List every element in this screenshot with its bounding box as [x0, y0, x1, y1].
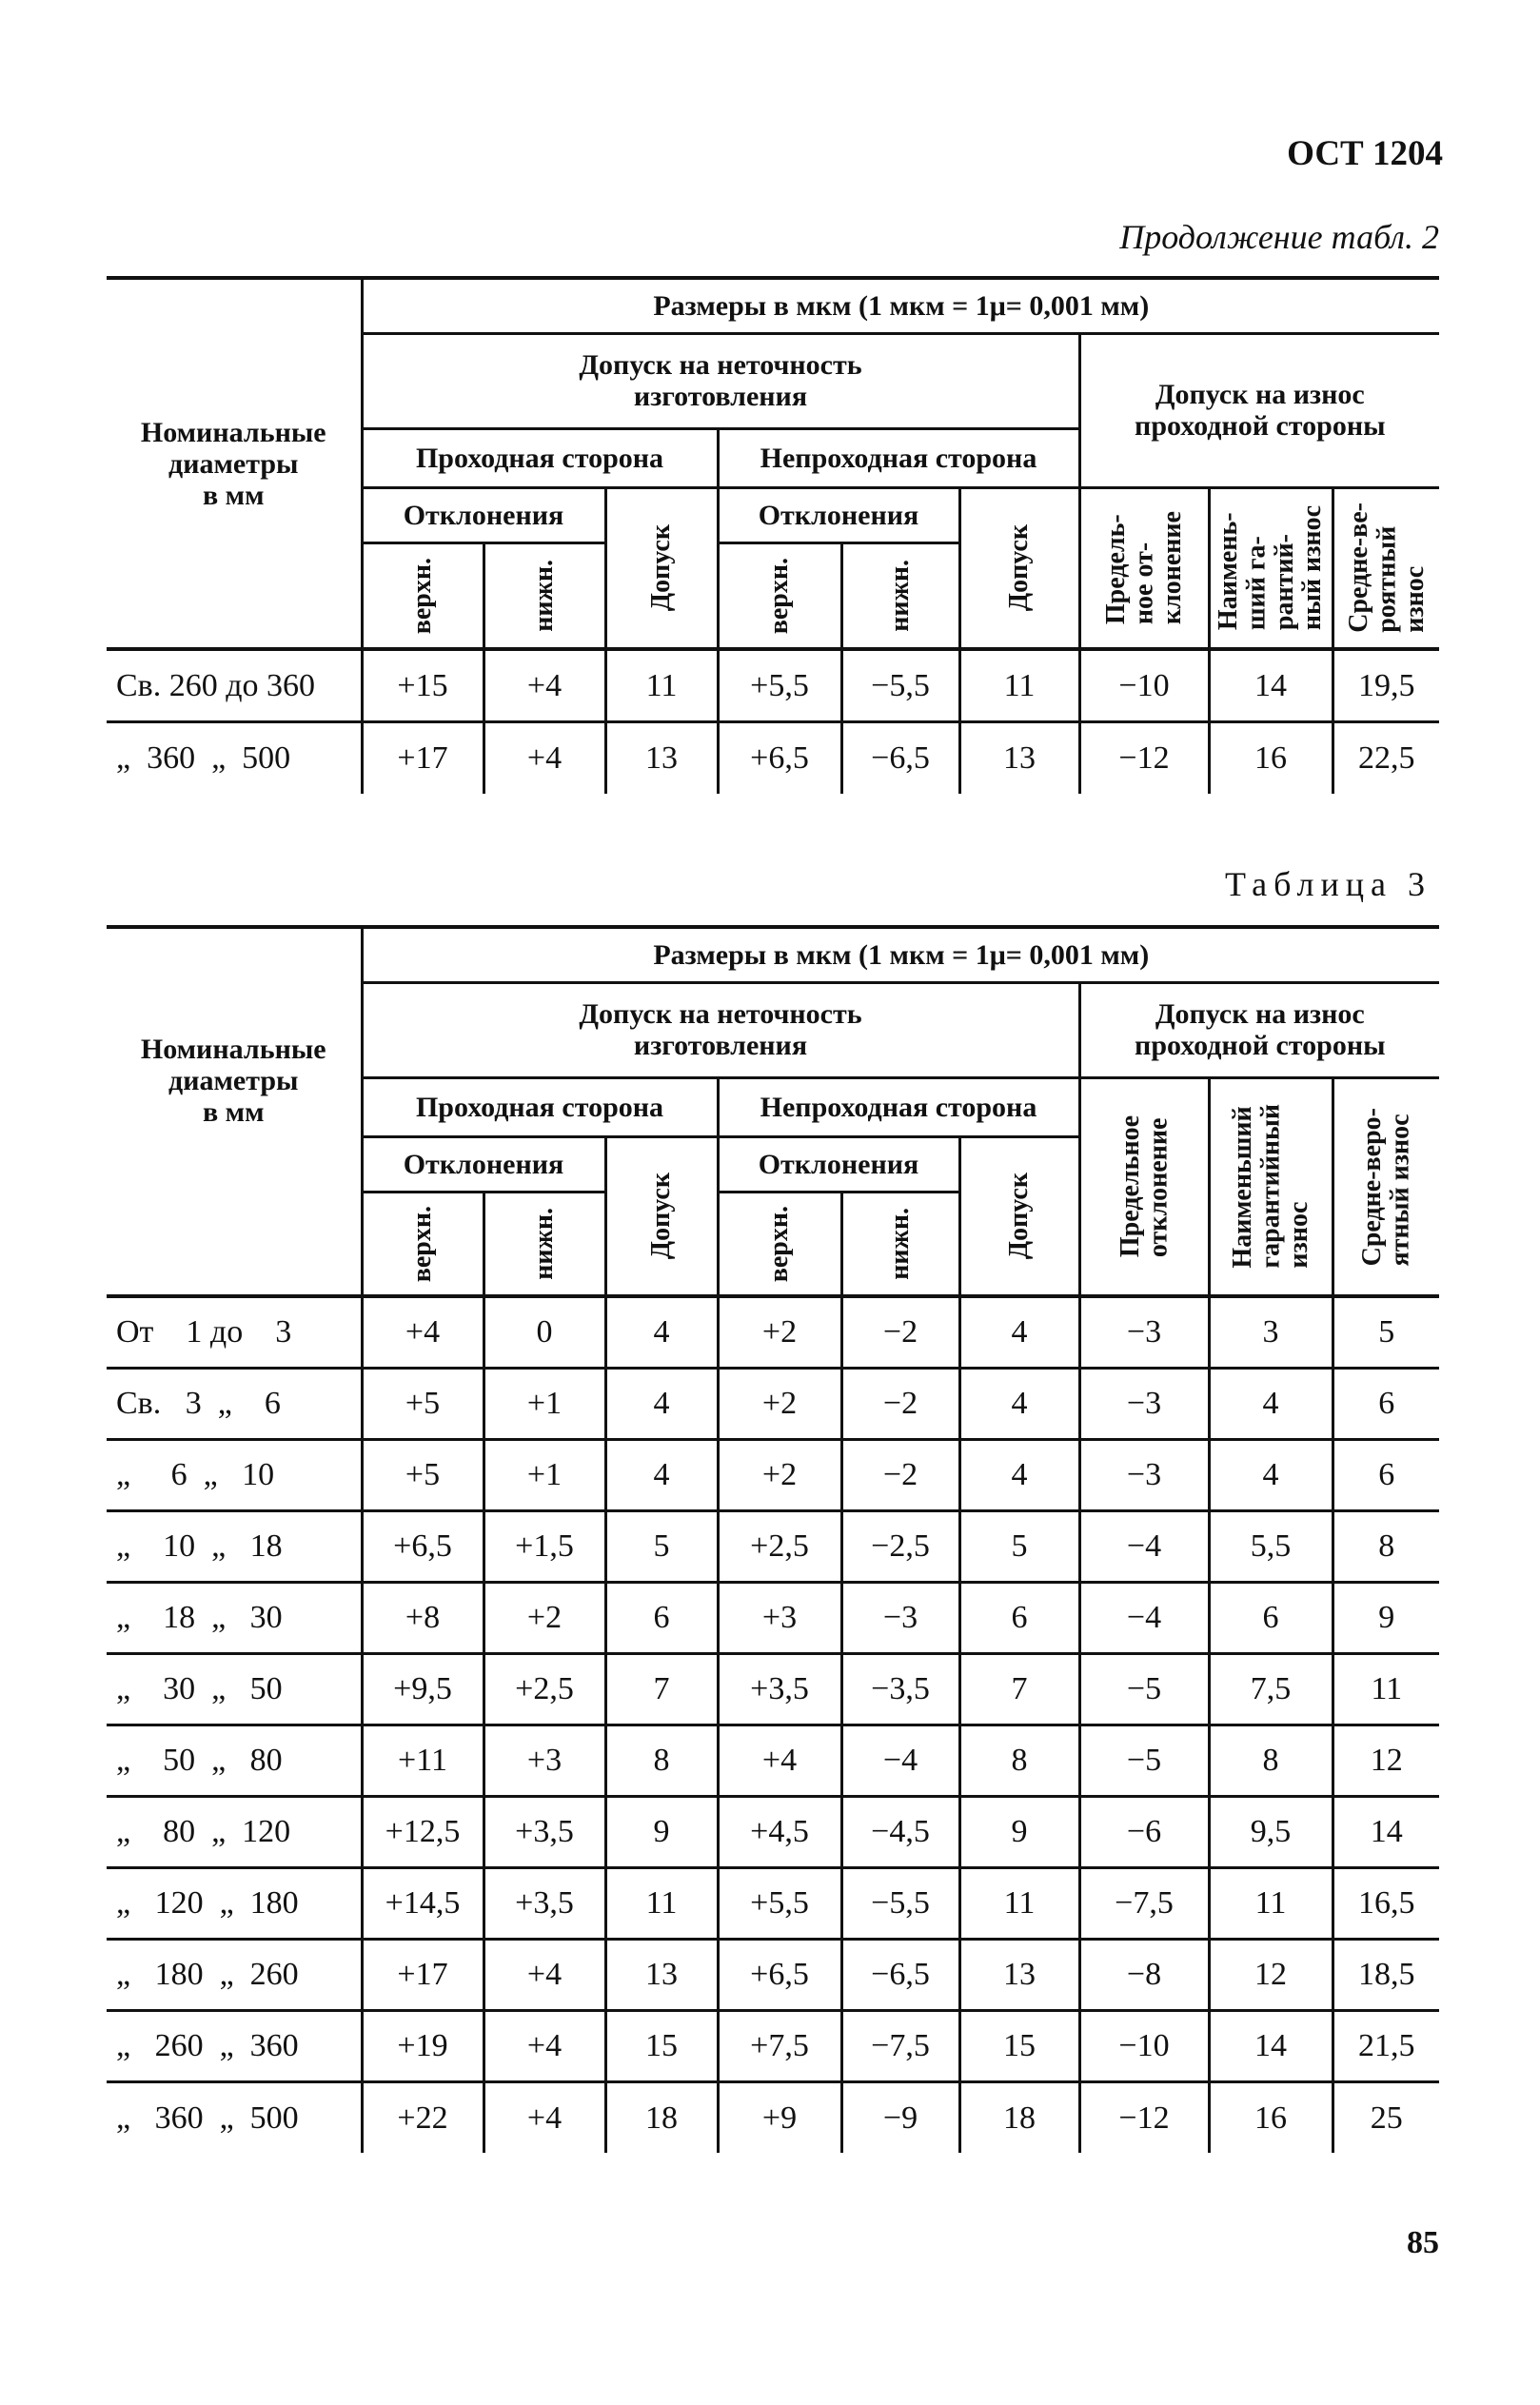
table-cell: +4	[484, 2081, 605, 2153]
table-cell: −10	[1079, 2010, 1209, 2081]
table-cell: 6	[1333, 1439, 1439, 1510]
table-cell: +3	[718, 1582, 841, 1653]
header-sizes: Размеры в мкм (1 мкм = 1μ= 0,001 мм)	[362, 927, 1439, 982]
table-cell: −5,5	[841, 649, 959, 721]
table-cell: +6,5	[718, 1939, 841, 2010]
table-cell: −9	[841, 2081, 959, 2153]
table-cell: −6,5	[841, 1939, 959, 2010]
table-row	[107, 1296, 1439, 1368]
table-cell: 5	[959, 1510, 1079, 1582]
table-cell: 7	[959, 1653, 1079, 1725]
table-cell: +4	[718, 1725, 841, 1796]
table-cell: −4	[1079, 1510, 1209, 1582]
table-cell: +4	[362, 1296, 484, 1368]
table-cell: −8	[1079, 1939, 1209, 2010]
table-cell: −3	[1079, 1368, 1209, 1439]
header-deviations-nogo: Отклонения	[718, 487, 959, 542]
table-cell: 5	[1333, 1296, 1439, 1368]
header-tolerance-wear: Допуск на износ проходной стороны	[1079, 982, 1439, 1077]
table-cell: −4	[1079, 1582, 1209, 1653]
table-cell: +17	[362, 721, 484, 794]
table-2-continuation	[107, 276, 1439, 794]
table-cell: 6	[959, 1582, 1079, 1653]
table-cell: +12,5	[362, 1796, 484, 1867]
table-cell: +3,5	[718, 1653, 841, 1725]
header-nogo-side: Непроходная сторона	[718, 1077, 1079, 1136]
table-cell: +1	[484, 1368, 605, 1439]
table-cell: 11	[959, 1867, 1079, 1939]
table-row	[107, 1653, 1439, 1725]
table-cell: −7,5	[1079, 1867, 1209, 1939]
table-cell: +7,5	[718, 2010, 841, 2081]
table-cell: −2	[841, 1439, 959, 1510]
table-cell: 8	[605, 1725, 718, 1796]
table-cell: 8	[959, 1725, 1079, 1796]
table-cell: 9,5	[1209, 1796, 1333, 1867]
table-cell: +3,5	[484, 1796, 605, 1867]
table-cell: 7	[605, 1653, 718, 1725]
table-cell: +4,5	[718, 1796, 841, 1867]
table-cell: 4	[959, 1296, 1079, 1368]
table-cell: 14	[1209, 649, 1333, 721]
table-cell: 16	[1209, 721, 1333, 794]
table-cell: 4	[959, 1368, 1079, 1439]
table-row	[107, 721, 1439, 794]
table-cell: 9	[959, 1796, 1079, 1867]
table-cell: −12	[1079, 2081, 1209, 2153]
table-cell: 5,5	[1209, 1510, 1333, 1582]
table-cell: 19,5	[1333, 649, 1439, 721]
header-tolerance-nogo: Допуск	[959, 487, 1079, 649]
table-cell: 13	[605, 1939, 718, 2010]
header-deviations-go: Отклонения	[362, 487, 605, 542]
row-diameter-range: Св. 260 до 360	[107, 649, 362, 721]
row-diameter-range: „ 360 „ 500	[107, 721, 362, 794]
header-lower-nogo: нижн.	[841, 542, 959, 649]
header-limit-deviation: Предель- ное от- клонение	[1079, 487, 1209, 649]
table-cell: +17	[362, 1939, 484, 2010]
document-id: ОСТ 1204	[1287, 134, 1443, 173]
table-cell: −10	[1079, 649, 1209, 721]
table-cell: +1,5	[484, 1510, 605, 1582]
header-upper-nogo: верхн.	[718, 1192, 841, 1296]
header-probable-wear: Средне-веро- ятный износ	[1333, 1077, 1439, 1296]
table-cell: +2	[718, 1439, 841, 1510]
table-cell: 15	[959, 2010, 1079, 2081]
table-cell: +2	[718, 1368, 841, 1439]
row-diameter-range: „ 30 „ 50	[107, 1653, 362, 1725]
table-cell: 9	[1333, 1582, 1439, 1653]
table-cell: 18	[605, 2081, 718, 2153]
header-limit-deviation: Предельное отклонение	[1079, 1077, 1209, 1296]
table-cell: −12	[1079, 721, 1209, 794]
table-cell: +9,5	[362, 1653, 484, 1725]
row-diameter-range: Св. 3 „ 6	[107, 1368, 362, 1439]
table-cell: 6	[605, 1582, 718, 1653]
table-cell: 14	[1333, 1796, 1439, 1867]
table-cell: +1	[484, 1439, 605, 1510]
row-diameter-range: „ 180 „ 260	[107, 1939, 362, 2010]
header-tolerance-manufacturing: Допуск на неточность изготовления	[362, 982, 1079, 1077]
table-row	[107, 1582, 1439, 1653]
row-diameter-range: „ 10 „ 18	[107, 1510, 362, 1582]
header-upper-nogo: верхн.	[718, 542, 841, 649]
table-cell: 11	[605, 1867, 718, 1939]
table-cell: 6	[1209, 1582, 1333, 1653]
table-cell: 12	[1209, 1939, 1333, 2010]
table-cell: −2	[841, 1296, 959, 1368]
table-cell: +6,5	[362, 1510, 484, 1582]
table-cell: −6,5	[841, 721, 959, 794]
continuation-caption: Продолжение табл. 2	[1119, 218, 1439, 256]
table-cell: +8	[362, 1582, 484, 1653]
table-row	[107, 1725, 1439, 1796]
table-cell: −2	[841, 1368, 959, 1439]
table-cell: +2	[484, 1582, 605, 1653]
header-go-side: Проходная сторона	[362, 428, 718, 487]
table-cell: +3,5	[484, 1867, 605, 1939]
table-cell: 6	[1333, 1368, 1439, 1439]
page-number: 85	[1407, 2225, 1439, 2260]
table-cell: 21,5	[1333, 2010, 1439, 2081]
table-cell: 4	[1209, 1368, 1333, 1439]
header-nogo-side: Непроходная сторона	[718, 428, 1079, 487]
table-row	[107, 1796, 1439, 1867]
table-cell: +2,5	[718, 1510, 841, 1582]
table-row	[107, 1368, 1439, 1439]
table-cell: +4	[484, 1939, 605, 2010]
table-cell: 15	[605, 2010, 718, 2081]
table-cell: −5,5	[841, 1867, 959, 1939]
table-cell: 18	[959, 2081, 1079, 2153]
table-cell: +9	[718, 2081, 841, 2153]
table-3-body	[107, 1296, 1439, 2153]
table-cell: 4	[605, 1439, 718, 1510]
header-probable-wear: Средне-ве- роятный износ	[1333, 487, 1439, 649]
row-diameter-range: „ 18 „ 30	[107, 1582, 362, 1653]
table-cell: 4	[605, 1368, 718, 1439]
table-cell: 13	[605, 721, 718, 794]
table-cell: 7,5	[1209, 1653, 1333, 1725]
table-cell: 14	[1209, 2010, 1333, 2081]
row-diameter-range: „ 360 „ 500	[107, 2081, 362, 2153]
table-cell: 13	[959, 1939, 1079, 2010]
header-sizes: Размеры в мкм (1 мкм = 1μ= 0,001 мм)	[362, 278, 1439, 333]
table-cell: +4	[484, 649, 605, 721]
header-min-guaranteed-wear: Наименьший гарантийный износ	[1209, 1077, 1333, 1296]
header-nominal-diameters: Номинальные диаметры в мм	[107, 927, 362, 1296]
table-cell: 3	[1209, 1296, 1333, 1368]
table-cell: +4	[484, 2010, 605, 2081]
table-cell: +5,5	[718, 649, 841, 721]
table-cell: 22,5	[1333, 721, 1439, 794]
table-cell: +2	[718, 1296, 841, 1368]
table-cell: −2,5	[841, 1510, 959, 1582]
table-cell: −5	[1079, 1725, 1209, 1796]
table-cell: 5	[605, 1510, 718, 1582]
table-cell: −4	[841, 1725, 959, 1796]
table-cell: +15	[362, 649, 484, 721]
table-cell: +5,5	[718, 1867, 841, 1939]
table-cell: −7,5	[841, 2010, 959, 2081]
table-2-body	[107, 649, 1439, 794]
table-cell: −6	[1079, 1796, 1209, 1867]
table-3-caption: Таблица 3	[1225, 865, 1431, 903]
header-tolerance-nogo: Допуск	[959, 1136, 1079, 1296]
header-tolerance-wear: Допуск на износ проходной стороны	[1079, 333, 1439, 487]
table-cell: 16	[1209, 2081, 1333, 2153]
table-cell: +2,5	[484, 1653, 605, 1725]
table-cell: 25	[1333, 2081, 1439, 2153]
table-cell: −3	[1079, 1296, 1209, 1368]
header-upper-go: верхн.	[362, 1192, 484, 1296]
table-cell: −4,5	[841, 1796, 959, 1867]
table-row	[107, 1510, 1439, 1582]
table-cell: +3	[484, 1725, 605, 1796]
table-cell: +11	[362, 1725, 484, 1796]
row-diameter-range: „ 80 „ 120	[107, 1796, 362, 1867]
table-cell: 9	[605, 1796, 718, 1867]
table-3	[107, 925, 1439, 2153]
table-cell: +14,5	[362, 1867, 484, 1939]
table-cell: 13	[959, 721, 1079, 794]
header-deviations-go: Отклонения	[362, 1136, 605, 1192]
table-cell: 0	[484, 1296, 605, 1368]
header-lower-go: нижн.	[484, 542, 605, 649]
table-cell: 4	[959, 1439, 1079, 1510]
row-diameter-range: „ 120 „ 180	[107, 1867, 362, 1939]
header-tolerance-go: Допуск	[605, 1136, 718, 1296]
table-cell: 11	[959, 649, 1079, 721]
table-cell: 4	[1209, 1439, 1333, 1510]
table-cell: +5	[362, 1368, 484, 1439]
table-cell: +5	[362, 1439, 484, 1510]
header-go-side: Проходная сторона	[362, 1077, 718, 1136]
table-cell: −3	[1079, 1439, 1209, 1510]
table-row	[107, 1939, 1439, 2010]
table-cell: 18,5	[1333, 1939, 1439, 2010]
table-cell: 4	[605, 1296, 718, 1368]
table-row	[107, 649, 1439, 721]
header-tolerance-manufacturing: Допуск на неточность изготовления	[362, 333, 1079, 428]
table-cell: +22	[362, 2081, 484, 2153]
row-diameter-range: „ 260 „ 360	[107, 2010, 362, 2081]
table-cell: 11	[605, 649, 718, 721]
table-row	[107, 1439, 1439, 1510]
table-cell: −3,5	[841, 1653, 959, 1725]
table-cell: 12	[1333, 1725, 1439, 1796]
table-row	[107, 2010, 1439, 2081]
table-cell: 8	[1209, 1725, 1333, 1796]
header-nominal-diameters: Номинальные диаметры в мм	[107, 278, 362, 649]
header-upper-go: верхн.	[362, 542, 484, 649]
header-lower-nogo: нижн.	[841, 1192, 959, 1296]
table-cell: 16,5	[1333, 1867, 1439, 1939]
table-cell: 11	[1333, 1653, 1439, 1725]
header-min-guaranteed-wear: Наимень- ший га- рантий- ный износ	[1209, 487, 1333, 649]
header-deviations-nogo: Отклонения	[718, 1136, 959, 1192]
table-cell: +4	[484, 721, 605, 794]
row-diameter-range: „ 50 „ 80	[107, 1725, 362, 1796]
table-cell: 8	[1333, 1510, 1439, 1582]
table-cell: −3	[841, 1582, 959, 1653]
table-cell: 11	[1209, 1867, 1333, 1939]
table-cell: +19	[362, 2010, 484, 2081]
header-lower-go: нижн.	[484, 1192, 605, 1296]
table-cell: −5	[1079, 1653, 1209, 1725]
table-row	[107, 2081, 1439, 2153]
header-tolerance-go: Допуск	[605, 487, 718, 649]
table-row	[107, 1867, 1439, 1939]
row-diameter-range: „ 6 „ 10	[107, 1439, 362, 1510]
table-cell: +6,5	[718, 721, 841, 794]
row-diameter-range: От 1 до 3	[107, 1296, 362, 1368]
